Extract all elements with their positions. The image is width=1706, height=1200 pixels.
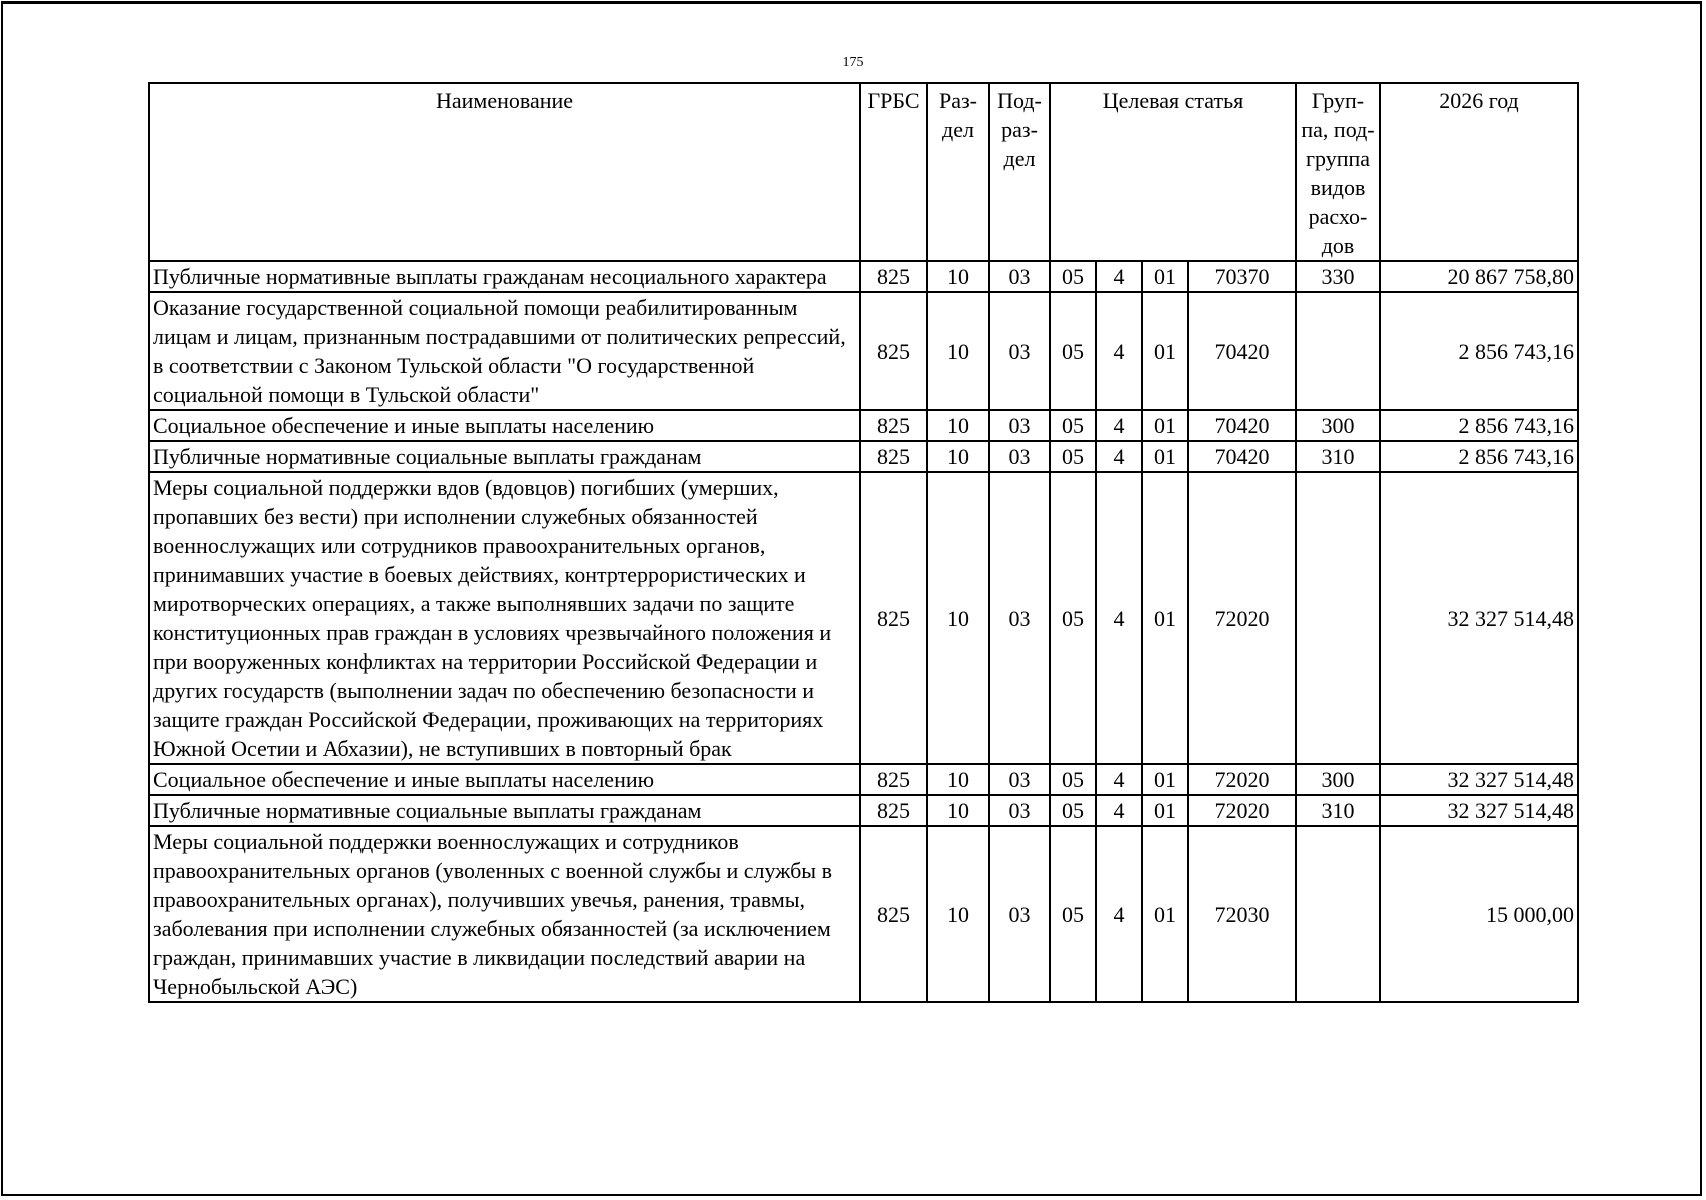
target-subprogram-cell: 01 (1142, 764, 1188, 795)
razdel-cell: 10 (927, 764, 989, 795)
razdel-cell: 10 (927, 410, 989, 441)
target-type-cell: 4 (1096, 441, 1142, 472)
target-type-cell: 4 (1096, 795, 1142, 826)
header-name: Наименование (149, 83, 860, 261)
name-cell: Публичные нормативные социальные выплаты гражданам (149, 795, 860, 826)
target-program-cell: 05 (1050, 795, 1096, 826)
target-direction-cell: 70420 (1188, 410, 1296, 441)
target-type-cell: 4 (1096, 472, 1142, 764)
budget-table (148, 82, 1579, 1003)
target-program-cell: 05 (1050, 261, 1096, 292)
podrazdel-cell: 03 (989, 472, 1050, 764)
expense-group-cell (1296, 826, 1380, 1002)
name-cell: Меры социальной поддержки вдов (вдовцов) погибших (умерших, пропавших без вести) при исполнении служебных обязанностей военнослужащих или сотрудников правоохранительных органов, принимавших участие в боевых действиях, контртеррористических и миротворческих операциях, а также выполнявших задачи по защите конституционных прав граждан в условиях чрезвычайного положения и при вооруженных конфликтах на территории Российской Федерации и других государств (выполнении задач по обеспечению безопасности и защите граждан Российской Федерации, проживающих на территориях Южной Осетии и Абхазии), не вступивших в повторный брак (149, 472, 860, 764)
page-number: 175 (842, 55, 864, 70)
target-direction-cell: 72020 (1188, 795, 1296, 826)
podrazdel-cell: 03 (989, 764, 1050, 795)
target-type-cell: 4 (1096, 826, 1142, 1002)
amount-cell: 15 000,00 (1380, 826, 1578, 1002)
target-program-cell: 05 (1050, 826, 1096, 1002)
table-row (149, 410, 1578, 441)
amount-cell: 32 327 514,48 (1380, 472, 1578, 764)
target-direction-cell: 72020 (1188, 472, 1296, 764)
target-program-cell: 05 (1050, 472, 1096, 764)
target-type-cell: 4 (1096, 261, 1142, 292)
table-row (149, 472, 1578, 764)
razdel-cell: 10 (927, 826, 989, 1002)
table-row (149, 826, 1578, 1002)
target-type-cell: 4 (1096, 410, 1142, 441)
target-type-cell: 4 (1096, 292, 1142, 410)
header-grbs: ГРБС (860, 83, 927, 261)
podrazdel-cell: 03 (989, 261, 1050, 292)
expense-group-cell (1296, 292, 1380, 410)
target-direction-cell: 72020 (1188, 764, 1296, 795)
name-cell: Социальное обеспечение и иные выплаты населению (149, 764, 860, 795)
target-program-cell: 05 (1050, 441, 1096, 472)
expense-group-cell: 310 (1296, 441, 1380, 472)
grbs-cell: 825 (860, 764, 927, 795)
target-direction-cell: 72030 (1188, 826, 1296, 1002)
podrazdel-cell: 03 (989, 441, 1050, 472)
target-direction-cell: 70420 (1188, 292, 1296, 410)
podrazdel-cell: 03 (989, 410, 1050, 441)
amount-cell: 32 327 514,48 (1380, 764, 1578, 795)
grbs-cell: 825 (860, 261, 927, 292)
target-subprogram-cell: 01 (1142, 261, 1188, 292)
razdel-cell: 10 (927, 472, 989, 764)
target-program-cell: 05 (1050, 410, 1096, 441)
name-cell: Оказание государственной социальной помощи реабилитированным лицам и лицам, признанным пострадавшими от политических репрессий, в соответствии с Законом Тульской области "О государственной социальной помощи в Тульской области" (149, 292, 860, 410)
table-row (149, 764, 1578, 795)
grbs-cell: 825 (860, 472, 927, 764)
expense-group-cell: 330 (1296, 261, 1380, 292)
amount-cell: 2 856 743,16 (1380, 292, 1578, 410)
podrazdel-cell: 03 (989, 826, 1050, 1002)
header-expense-group: Груп-па, под-группа видов расхо-дов (1296, 83, 1380, 261)
target-type-cell: 4 (1096, 764, 1142, 795)
table-row (149, 261, 1578, 292)
expense-group-cell (1296, 472, 1380, 764)
target-direction-cell: 70370 (1188, 261, 1296, 292)
target-subprogram-cell: 01 (1142, 795, 1188, 826)
target-subprogram-cell: 01 (1142, 826, 1188, 1002)
header-razdel: Раз-дел (927, 83, 989, 261)
razdel-cell: 10 (927, 441, 989, 472)
grbs-cell: 825 (860, 410, 927, 441)
header-podrazdel: Под-раз-дел (989, 83, 1050, 261)
grbs-cell: 825 (860, 795, 927, 826)
header-year: 2026 год (1380, 83, 1578, 261)
amount-cell: 2 856 743,16 (1380, 441, 1578, 472)
podrazdel-cell: 03 (989, 292, 1050, 410)
grbs-cell: 825 (860, 441, 927, 472)
amount-cell: 32 327 514,48 (1380, 795, 1578, 826)
table-row (149, 441, 1578, 472)
expense-group-cell: 300 (1296, 410, 1380, 441)
target-program-cell: 05 (1050, 764, 1096, 795)
name-cell: Публичные нормативные выплаты гражданам несоциального характера (149, 261, 860, 292)
amount-cell: 20 867 758,80 (1380, 261, 1578, 292)
table-row (149, 292, 1578, 410)
razdel-cell: 10 (927, 261, 989, 292)
name-cell: Социальное обеспечение и иные выплаты населению (149, 410, 860, 441)
header-target-article: Целевая статья (1050, 83, 1296, 261)
target-subprogram-cell: 01 (1142, 292, 1188, 410)
target-subprogram-cell: 01 (1142, 410, 1188, 441)
expense-group-cell: 300 (1296, 764, 1380, 795)
razdel-cell: 10 (927, 795, 989, 826)
table-row (149, 795, 1578, 826)
target-subprogram-cell: 01 (1142, 441, 1188, 472)
target-program-cell: 05 (1050, 292, 1096, 410)
target-subprogram-cell: 01 (1142, 472, 1188, 764)
amount-cell: 2 856 743,16 (1380, 410, 1578, 441)
podrazdel-cell: 03 (989, 795, 1050, 826)
name-cell: Публичные нормативные социальные выплаты гражданам (149, 441, 860, 472)
razdel-cell: 10 (927, 292, 989, 410)
target-direction-cell: 70420 (1188, 441, 1296, 472)
header-row (149, 83, 1578, 261)
name-cell: Меры социальной поддержки военнослужащих и сотрудников правоохранительных органов (уволенных с военной службы и службы в правоохранительных органах), получивших увечья, ранения, травмы, заболевания при исполнении служебных обязанностей (за исключением граждан, принимавших участие в ликвидации последствий аварии на Чернобыльской АЭС) (149, 826, 860, 1002)
grbs-cell: 825 (860, 292, 927, 410)
expense-group-cell: 310 (1296, 795, 1380, 826)
grbs-cell: 825 (860, 826, 927, 1002)
